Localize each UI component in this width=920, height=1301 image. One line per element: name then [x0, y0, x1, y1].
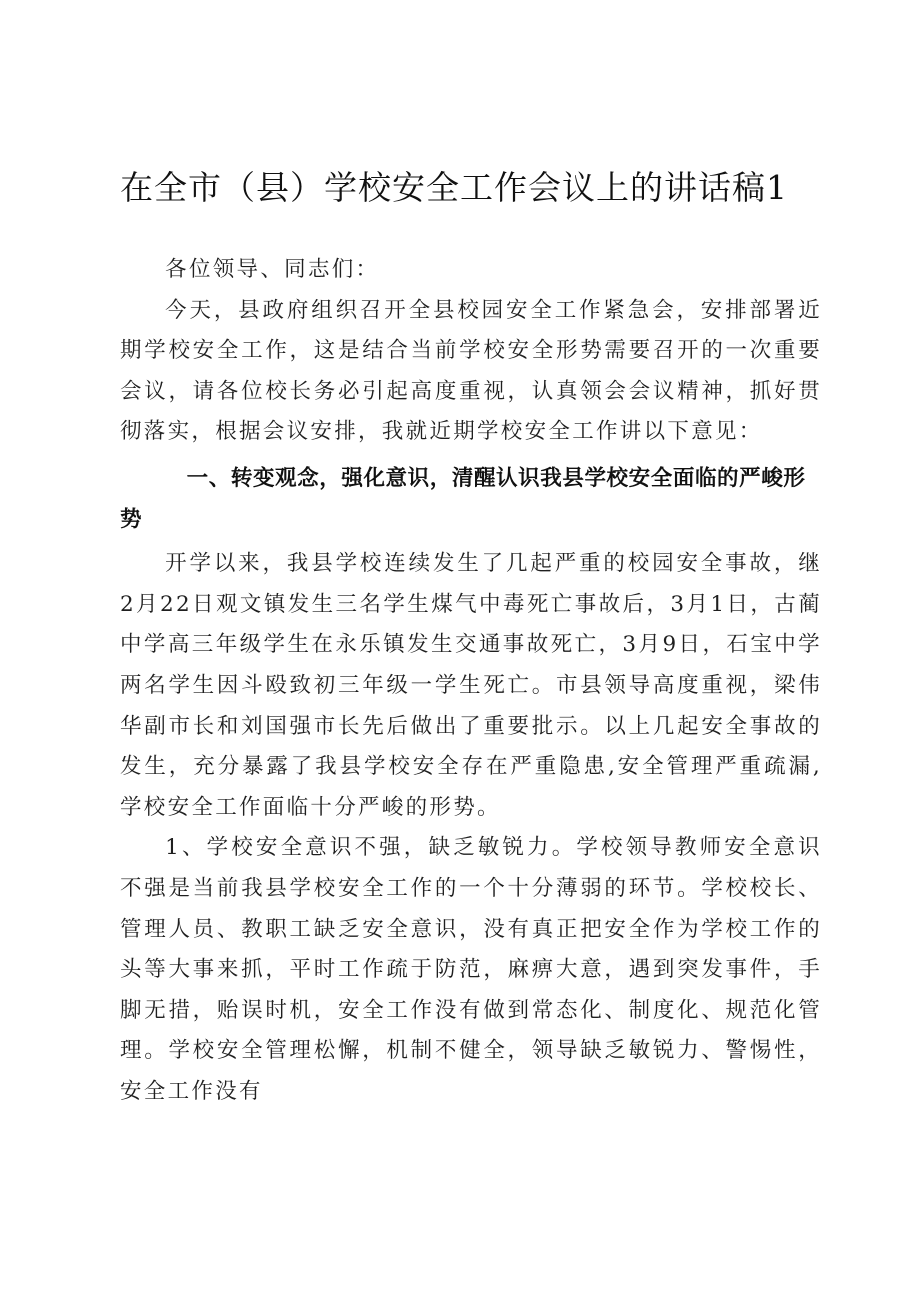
body-paragraph: 开学以来，我县学校连续发生了几起严重的校园安全事故，继2月22日观文镇发生三名学生煤气中毒死亡事故后，3月1日，古蔺中学高三年级学生在永乐镇发生交通事故死亡，3月9日，石宝中学两名学生因斗殴致初三年级一学生死亡。市县领导高度重视，梁伟华副市长和刘国强市长先后做出了重要批示。以上几起安全事故的发生，充分暴露了我县学校安全存在严重隐患,安全管理严重疏漏,学校安全工作面临十分严峻的形势。 — [120, 551, 822, 820]
section-heading: 一、转变观念，强化意识，清醒认识我县学校安全面临的严峻形势 — [120, 465, 806, 532]
document-body — [120, 250, 822, 1112]
intro-paragraph: 今天，县政府组织召开全县校园安全工作紧急会，安排部署近期学校安全工作，这是结合当前学校安全形势需要召开的一次重要会议，请各位校长务必引起高度重视，认真领会会议精神，抓好贯彻落实，根据会议安排，我就近期学校安全工作讲以下意见： — [120, 297, 822, 445]
salutation: 各位领导、同志们： — [165, 257, 380, 282]
body-paragraph: 1、学校安全意识不强，缺乏敏锐力。学校领导教师安全意识不强是当前我县学校安全工作的一个十分薄弱的环节。学校校长、管理人员、教职工缺乏安全意识，没有真正把安全作为学校工作的头等大事来抓，平时工作疏于防范，麻痹大意，遇到突发事件，手脚无措，贻误时机，安全工作没有做到常态化、制度化、规范化管理。学校安全管理松懈，机制不健全，领导缺乏敏锐力、警惕性，安全工作没有 — [120, 835, 822, 1104]
document-title: 在全市（县）学校安全工作会议上的讲话稿1 — [120, 168, 788, 207]
